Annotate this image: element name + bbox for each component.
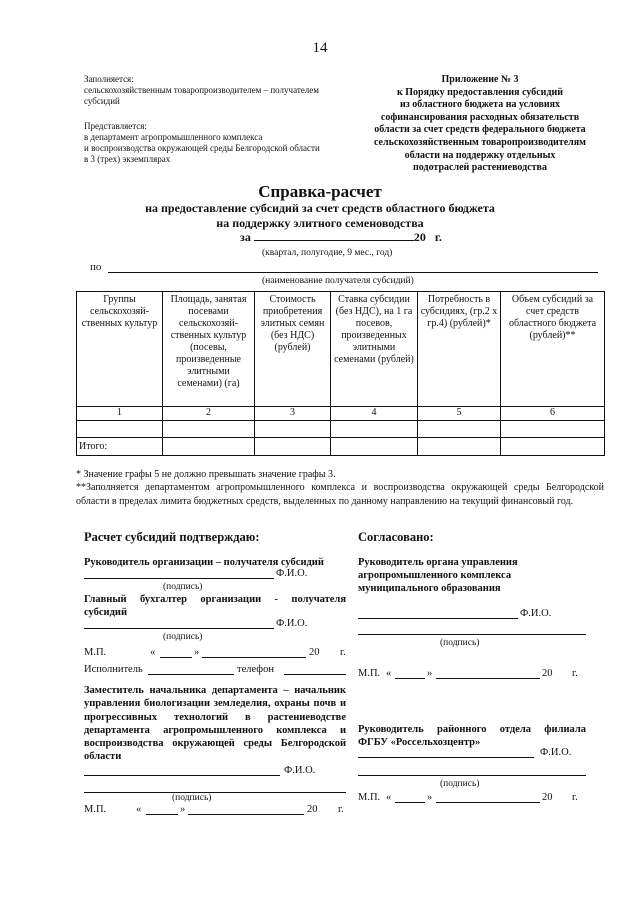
executor-line[interactable] [148, 674, 234, 675]
column-header: Ставка субсидии (без НДС), на 1 га посевов, произведенных элитными семенами (рублей) [331, 292, 418, 407]
submit-label: Представляется: [84, 121, 147, 131]
note-1: * Значение графы 5 не должно превышать значение графы 3. [76, 469, 336, 480]
fio-label: Ф.И.О. [520, 608, 552, 619]
table-cell[interactable] [418, 438, 501, 456]
submit-line: в департамент агропромышленного комплекса [84, 132, 263, 142]
total-label: Итого: [77, 438, 163, 456]
date-month-line[interactable] [436, 678, 540, 679]
signature-line[interactable] [358, 618, 518, 619]
confirm-heading: Расчет субсидий подтверждаю: [84, 530, 260, 544]
column-header: Стоимость приобретения элитных семян (без НДС) (рублей) [255, 292, 331, 407]
appendix-line: подотраслей растениеводства [413, 162, 547, 174]
quote-close: » [427, 668, 433, 679]
appendix-line: к Порядку предоставления субсидий [396, 86, 564, 98]
quote-open: « [386, 668, 392, 679]
column-number-row [77, 407, 605, 421]
deputy-label: Заместитель начальника департамента – начальник управления биологизации земледелия, охраны почв и прогрессивных технологий в растениеводстве департамента агропромышленного комплекса и воспроизводства окружающей среды Белгородской области [84, 685, 346, 763]
date-month-line[interactable] [188, 814, 304, 815]
table-cell[interactable] [501, 421, 605, 438]
fill-line: сельскохозяйственным товаропроизводителем – получателем [84, 85, 319, 95]
table-row [77, 421, 605, 438]
signature-hint: (подпись) [163, 632, 203, 642]
fio-label: Ф.И.О. [540, 747, 572, 758]
year-label: 20 [309, 647, 320, 658]
quote-open: « [386, 792, 392, 803]
phone-line[interactable] [284, 674, 346, 675]
table-cell[interactable] [255, 421, 331, 438]
date-month-line[interactable] [202, 657, 306, 658]
mp-label: М.П. [84, 804, 107, 815]
quote-open: « [136, 804, 142, 815]
period-row [240, 230, 442, 245]
signature-line[interactable] [84, 628, 274, 629]
table-cell[interactable] [331, 438, 418, 456]
head-org-label: Руководитель организации – получателя субсидий [84, 557, 324, 568]
date-day-line[interactable] [395, 678, 425, 679]
appendix-block [330, 74, 630, 175]
signature-hint: (подпись) [163, 582, 203, 592]
table-cell[interactable] [331, 421, 418, 438]
submit-line: в 3 (трех) экземплярах [84, 154, 171, 164]
appendix-line: сельскохозяйственным товаропроизводителям [373, 136, 586, 148]
recipient-hint: (наименование получателя субсидий) [262, 276, 414, 286]
column-header: Объем субсидий за счет средств областного бюджета (рублей)** [501, 292, 605, 407]
table-header-row [77, 292, 605, 407]
year-label: 20 [307, 804, 318, 815]
signature-line[interactable] [84, 775, 280, 776]
quote-close: » [427, 792, 433, 803]
recipient-prefix: по [90, 261, 102, 273]
municipal-head-label: Руководитель органа управления агропромышленного комплекса муниципального образования [358, 557, 518, 594]
mp-label: М.П. [358, 668, 381, 679]
note-2: **Заполняется департаментом агропромышленного комплекса и воспроизводства окружающей среды Белгородской области в пределах лимита бюджетных средств, выделенных по данному направлению на текущий финансовый год. [76, 482, 604, 507]
phone-label: телефон [237, 664, 274, 675]
doc-subtitle-2: на поддержку элитного семеноводства [216, 216, 424, 230]
table-cell[interactable] [255, 438, 331, 456]
appendix-line: софинансирования расходных обязательств [380, 111, 580, 123]
extra-line[interactable] [358, 634, 586, 635]
column-header: Потребность в субсидиях, (гр.2 х гр.4) (рублей)* [418, 292, 501, 407]
extra-line[interactable] [84, 792, 346, 793]
table-cell[interactable] [418, 421, 501, 438]
date-month-line[interactable] [436, 802, 540, 803]
signature-line[interactable] [358, 757, 534, 758]
column-number: 1 [77, 407, 163, 421]
table-cell[interactable] [163, 421, 255, 438]
date-day-line[interactable] [146, 814, 178, 815]
fill-block [84, 74, 354, 107]
extra-line[interactable] [358, 775, 586, 776]
subsidy-table [76, 291, 605, 456]
accountant-label: Главный бухгалтер организации - получателя субсидий [84, 594, 346, 618]
quote-open: « [150, 647, 156, 658]
table-cell[interactable] [163, 438, 255, 456]
executor-label: Исполнитель [84, 664, 143, 675]
period-suffix: г. [434, 230, 442, 244]
period-prefix: за [240, 230, 251, 244]
submit-block [84, 121, 364, 165]
column-header: Площадь, занятая посевами сельскохозяй-ственных культур (посевы, произведенные элитными семенами) (га) [163, 292, 255, 407]
signature-line[interactable] [84, 578, 274, 579]
fio-label: Ф.И.О. [284, 765, 316, 776]
table-cell[interactable] [501, 438, 605, 456]
fio-label: Ф.И.О. [276, 618, 308, 629]
district-head-label: Руководитель районного отдела филиала ФГБУ «Россельхозцентр» [358, 724, 586, 748]
year-suffix: г. [340, 647, 346, 658]
signature-hint: (подпись) [440, 779, 480, 789]
page-number: 14 [312, 40, 328, 56]
column-number: 2 [163, 407, 255, 421]
total-row [77, 438, 605, 456]
doc-title: Справка-расчет [258, 182, 382, 201]
year-label: 20 [542, 792, 553, 803]
mp-label: М.П. [358, 792, 381, 803]
fill-line: субсидий [84, 96, 120, 106]
period-blank[interactable] [254, 240, 414, 241]
year-suffix: г. [572, 792, 578, 803]
period-year: 20 [413, 230, 426, 244]
column-number: 3 [255, 407, 331, 421]
date-day-line[interactable] [395, 802, 425, 803]
year-suffix: г. [572, 668, 578, 679]
quote-close: » [180, 804, 186, 815]
year-suffix: г. [338, 804, 344, 815]
agreed-heading: Согласовано: [358, 530, 434, 544]
signature-hint: (подпись) [172, 793, 212, 803]
column-number: 4 [331, 407, 418, 421]
date-day-line[interactable] [160, 657, 192, 658]
table-cell[interactable] [77, 421, 163, 438]
column-number: 6 [501, 407, 605, 421]
recipient-line[interactable] [108, 272, 598, 273]
signature-hint: (подпись) [440, 638, 480, 648]
appendix-line: области за счет средств федерального бюджета [374, 124, 586, 136]
doc-subtitle: на предоставление субсидий за счет средств областного бюджета [145, 201, 495, 215]
column-header: Группы сельскохозяй-ственных культур [77, 292, 163, 407]
appendix-line: области на поддержку отдельных [404, 149, 556, 161]
column-number: 5 [418, 407, 501, 421]
fio-label: Ф.И.О. [276, 568, 308, 579]
period-hint: (квартал, полугодие, 9 мес., год) [262, 248, 393, 258]
fill-label: Заполняется: [84, 74, 134, 84]
submit-line: и воспроизводства окружающей среды Белгородской области [84, 143, 320, 153]
appendix-line: Приложение № 3 [441, 74, 519, 85]
quote-close: » [194, 647, 200, 658]
appendix-line: из областного бюджета на условиях [399, 99, 561, 111]
year-label: 20 [542, 668, 553, 679]
mp-label: М.П. [84, 647, 107, 658]
